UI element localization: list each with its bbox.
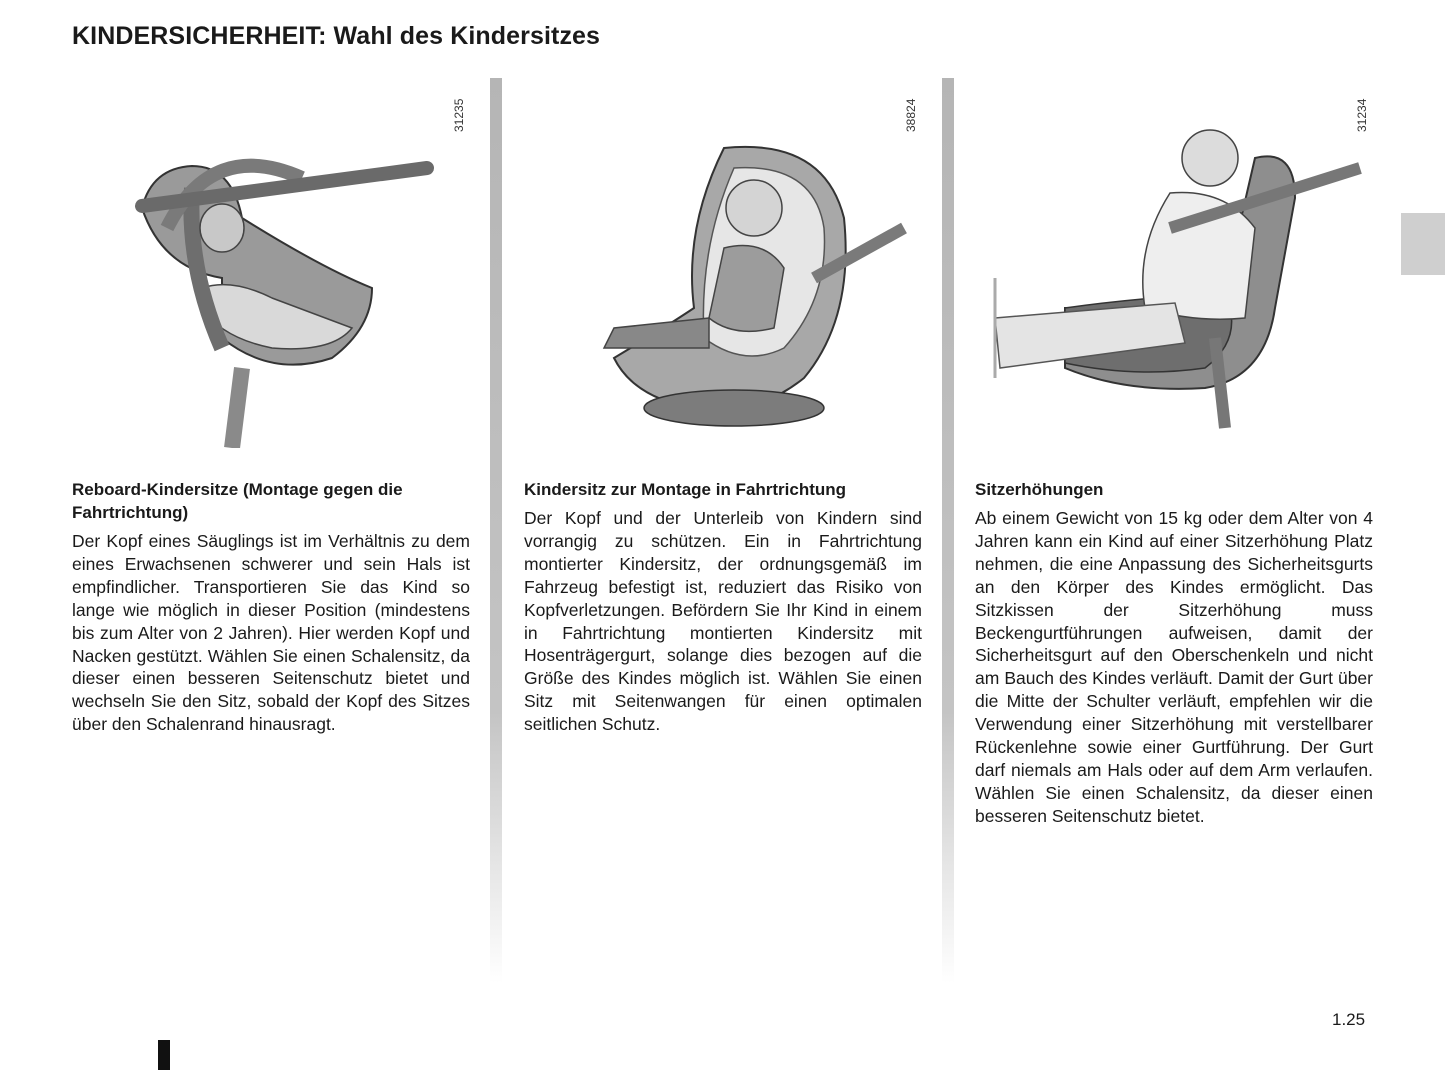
figure-number: 31234 [1355,98,1369,132]
column-forward-seat [524,78,922,736]
rearward-infant-seat-illustration [72,78,470,448]
column-rearward-seat [72,78,470,736]
section-body: Ab einem Gewicht von 15 kg oder dem Alter von 4 Jahren kann ein Kind auf einer Sitzerhöhung Platz nehmen, die eine Anpassung des Sicherheitsgurts an den Körper des Kindes ermöglicht. Das Sitzkissen der Sitzerhöhung muss Beckengurtführungen aufweisen, damit der Sicherheitsgurt auf den Oberschenkeln und nicht am Bauch des Kindes verläuft. Damit der Gurt über die Mitte der Schulter verläuft, empfehlen wir die Verwendung einer Sitzerhöhung mit verstellbarer Rückenlehne sowie einer Gurtführung. Der Gurt darf niemals am Hals oder auf dem Arm verlaufen. Wählen Sie einen Schalensitz, da dieser einen besseren Seitenschutz bietet. [975,508,1373,826]
section-heading: Reboard-Kindersitze (Montage gegen die Fahrtrichtung) [72,480,403,522]
figure-number: 31235 [452,98,466,132]
booster-seat-illustration [975,78,1373,448]
section-body: Der Kopf und der Unterleib von Kindern sind vorrangig zu schützen. Ein in Fahrtrichtung montierter Kindersitz, der ordnungsgemäß im Fahrzeug befestigt ist, reduziert das Risiko von Kopfverletzungen. Befördern Sie Ihr Kind in einem in Fahrtrichtung montierten Kindersitz mit Hosenträgergurt, solange dies bezogen auf die Größe des Kindes möglich ist. Wählen Sie einen Sitz mit Seitenwangen für einen optimalen seitlichen Schutz. [524,508,922,735]
column-divider [942,78,954,983]
page-number: 1.25 [1332,1010,1366,1029]
crop-mark [158,1040,170,1070]
section-body: Der Kopf eines Säuglings ist im Verhältnis zu dem eines Erwachsenen schwerer und sein Hals ist empfindlicher. Transportieren Sie das Kind so lange wie möglich in dieser Position (mindestens bis zum Alter von 2 Jahren). Hier werden Kopf und Nacken gestützt. Wählen Sie einen Schalensitz, da dieser einen besseren Seitenschutz bietet und wechseln Sie den Sitz, sobald der Kopf des Sitzes über den Schalenrand hinausragt. [72,531,470,735]
chapter-tab [1401,213,1445,275]
page-title: KINDERSICHERHEIT: Wahl des Kindersitzes [72,22,601,50]
section-heading: Sitzerhöhungen [975,480,1104,499]
section-heading: Kindersitz zur Montage in Fahrtrichtung [524,480,847,499]
figure-number: 38824 [904,98,918,132]
column-booster-seat [975,78,1373,828]
forward-facing-seat-illustration [524,78,922,448]
column-divider [490,78,502,983]
